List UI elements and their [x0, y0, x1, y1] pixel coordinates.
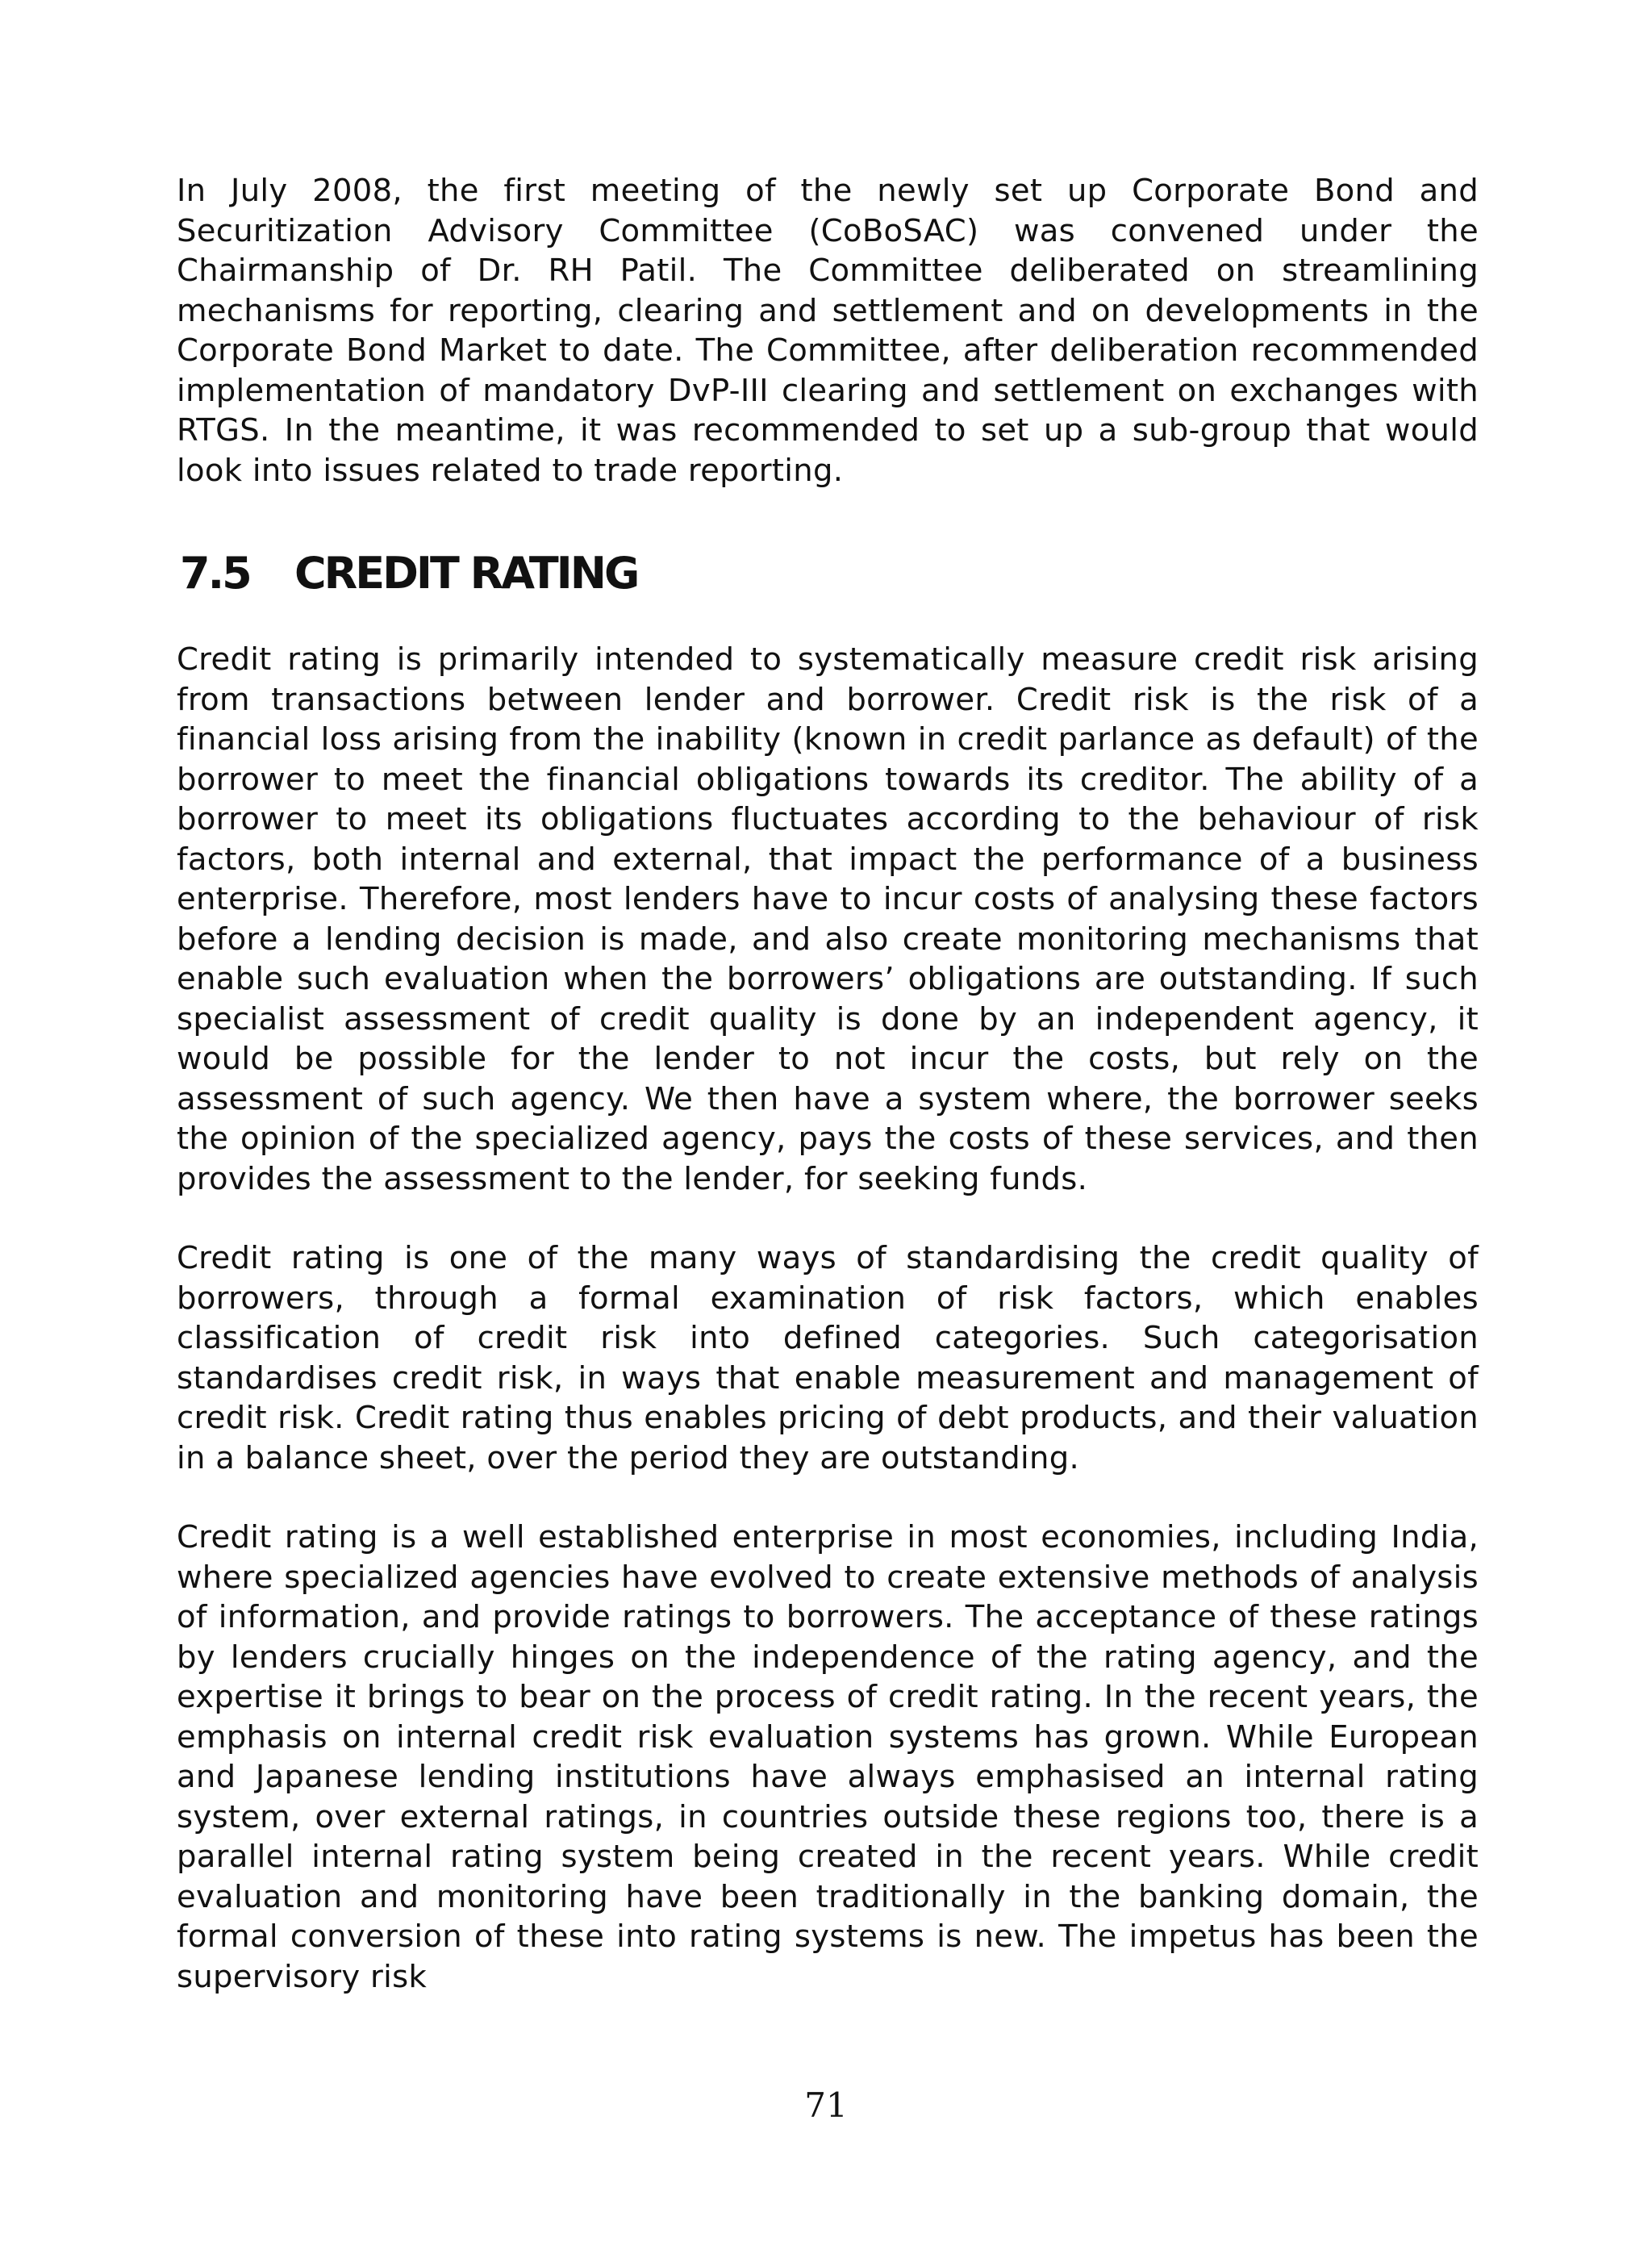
paragraph-credit-rating-intro: Credit rating is primarily intended to systematically measure credit risk arising from transactions between lender and borrower. Credit risk is the risk of a financial loss arising from the inability (known in credit parlance as default) of the borrower to meet the financial obligations towards its creditor. The ability of a borrower to meet its obligations fluctuates according to the behaviour of risk factors, both internal and external, that impact the performance of a business enterprise. Therefore, most lenders have to incur costs of analysing these factors before a lending decision is made, and also create monitoring mechanisms that enable such evaluation when the borrowers’ obligations are outstanding. If such specialist assessment of credit quality is done by an independent agency, it would be possible for the lender to not incur the costs, but rely on the assessment of such agency. We then have a system where, the borrower seeks the opinion of the specialized agency, pays the costs of these services, and then provides the assessment to the lender, for seeking funds.	[177, 641, 1479, 1197]
section-heading	[180, 547, 1479, 600]
page-content	[177, 171, 1479, 1997]
section-number: 7.5	[180, 548, 250, 599]
paragraph-credit-rating-standardising: Credit rating is one of the many ways of standardising the credit quality of borrowers, through a formal examination of risk factors, which enables classification of credit risk into defined categories. Such categorisation standardises credit risk, in ways that enable measurement and management of credit risk. Credit rating thus enables pricing of debt products, and their valuation in a balance sheet, over the period they are outstanding.	[177, 1240, 1479, 1476]
section-title: CREDIT RATING	[294, 548, 638, 599]
paragraph-intro: In July 2008, the first meeting of the newly set up Corporate Bond and Securitization Advisory Committee (CoBoSAC) was convened under the Chairmanship of Dr. RH Patil. The Committee deliberated on streamlining mechanisms for reporting, clearing and settlement and on developments in the Corporate Bond Market to date. The Committee, after deliberation recommended implementation of mandatory DvP-III clearing and settlement on exchanges with RTGS. In the meantime, it was recommended to set up a sub-group that would look into issues related to trade reporting.	[177, 173, 1479, 489]
page-number: 71	[804, 2085, 848, 2125]
paragraph-credit-rating-enterprise: Credit rating is a well established enterprise in most economies, including India, where specialized agencies have evolved to create extensive methods of analysis of information, and provide ratings to borrowers. The acceptance of these ratings by lenders crucially hinges on the independence of the rating agency, and the expertise it brings to bear on the process of credit rating. In the recent years, the emphasis on internal credit risk evaluation systems has grown. While European and Japanese lending institutions have always emphasised an internal rating system, over external ratings, in countries outside these regions too, there is a parallel internal rating system being created in the recent years. While credit evaluation and monitoring have been traditionally in the banking domain, the formal conversion of these into rating systems is new. The impetus has been the supervisory risk	[177, 1519, 1479, 1995]
